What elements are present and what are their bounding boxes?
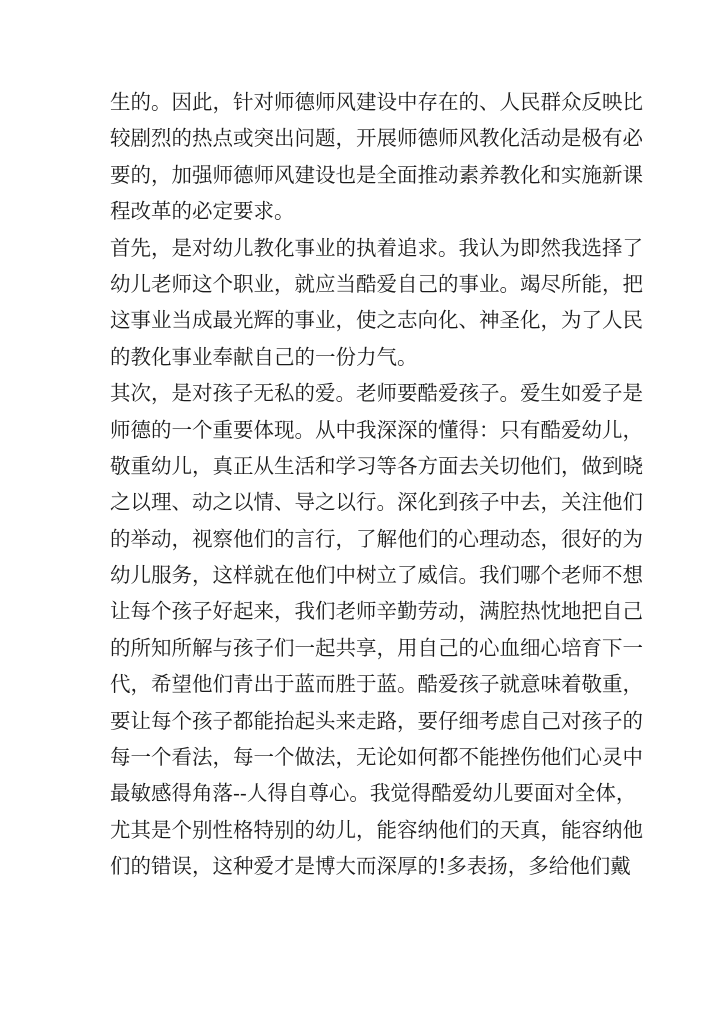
- text-line: 较剧烈的热点或突出问题，开展师德师风教化活动是极有必: [110, 126, 643, 151]
- text-line: 们的错误，这种爱才是博大而深厚的!多表扬，多给他们戴: [110, 854, 631, 879]
- text-line: 幼儿服务，这样就在他们中树立了威信。我们哪个老师不想: [110, 563, 643, 588]
- text-line: 师德的一个重要体现。从中我深深的懂得：只有酷爱幼儿，: [110, 417, 643, 442]
- text-line: 的所知所解与孩子们一起共享，用自己的心血细心培育下一: [110, 635, 643, 660]
- text-line: 幼儿老师这个职业，就应当酷爱自己的事业。竭尽所能，把: [110, 271, 643, 296]
- text-line: 代，希望他们青出于蓝而胜于蓝。酷爱孩子就意味着敬重，: [110, 672, 643, 697]
- text-line: 要的，加强师德师风建设也是全面推动素养教化和实施新课: [110, 162, 643, 187]
- text-line: 程改革的必定要求。: [110, 199, 295, 224]
- text-line: 之以理、动之以情、导之以行。深化到孩子中去，关注他们: [110, 490, 643, 515]
- text-line: 最敏感得角落--人得自尊心。我觉得酷爱幼儿要面对全体，: [110, 781, 637, 806]
- text-line: 每一个看法，每一个做法，无论如何都不能挫伤他们心灵中: [110, 745, 643, 770]
- text-line: 的举动，视察他们的言行，了解他们的心理动态，很好的为: [110, 526, 643, 551]
- text-line: 首先，是对幼儿教化事业的执着追求。我认为即然我选择了: [110, 235, 643, 260]
- text-line: 要让每个孩子都能抬起头来走路，要仔细考虑自己对孩子的: [110, 708, 643, 733]
- text-line: 这事业当成最光辉的事业，使之志向化、神圣化，为了人民: [110, 308, 643, 333]
- document-body: [110, 84, 643, 885]
- text-line: 的教化事业奉献自己的一份力气。: [110, 344, 418, 369]
- text-line: 生的。因此，针对师德师风建设中存在的、人民群众反映比: [110, 90, 643, 114]
- text-line: 敬重幼儿，真正从生活和学习等各方面去关切他们，做到晓: [110, 453, 643, 478]
- text-line: 尤其是个别性格特别的幼儿，能容纳他们的天真，能容纳他: [110, 817, 643, 842]
- text-line: 其次，是对孩子无私的爱。老师要酷爱孩子。爱生如爱子是: [110, 381, 643, 406]
- text-line: 让每个孩子好起来，我们老师辛勤劳动，满腔热忱地把自己: [110, 599, 643, 624]
